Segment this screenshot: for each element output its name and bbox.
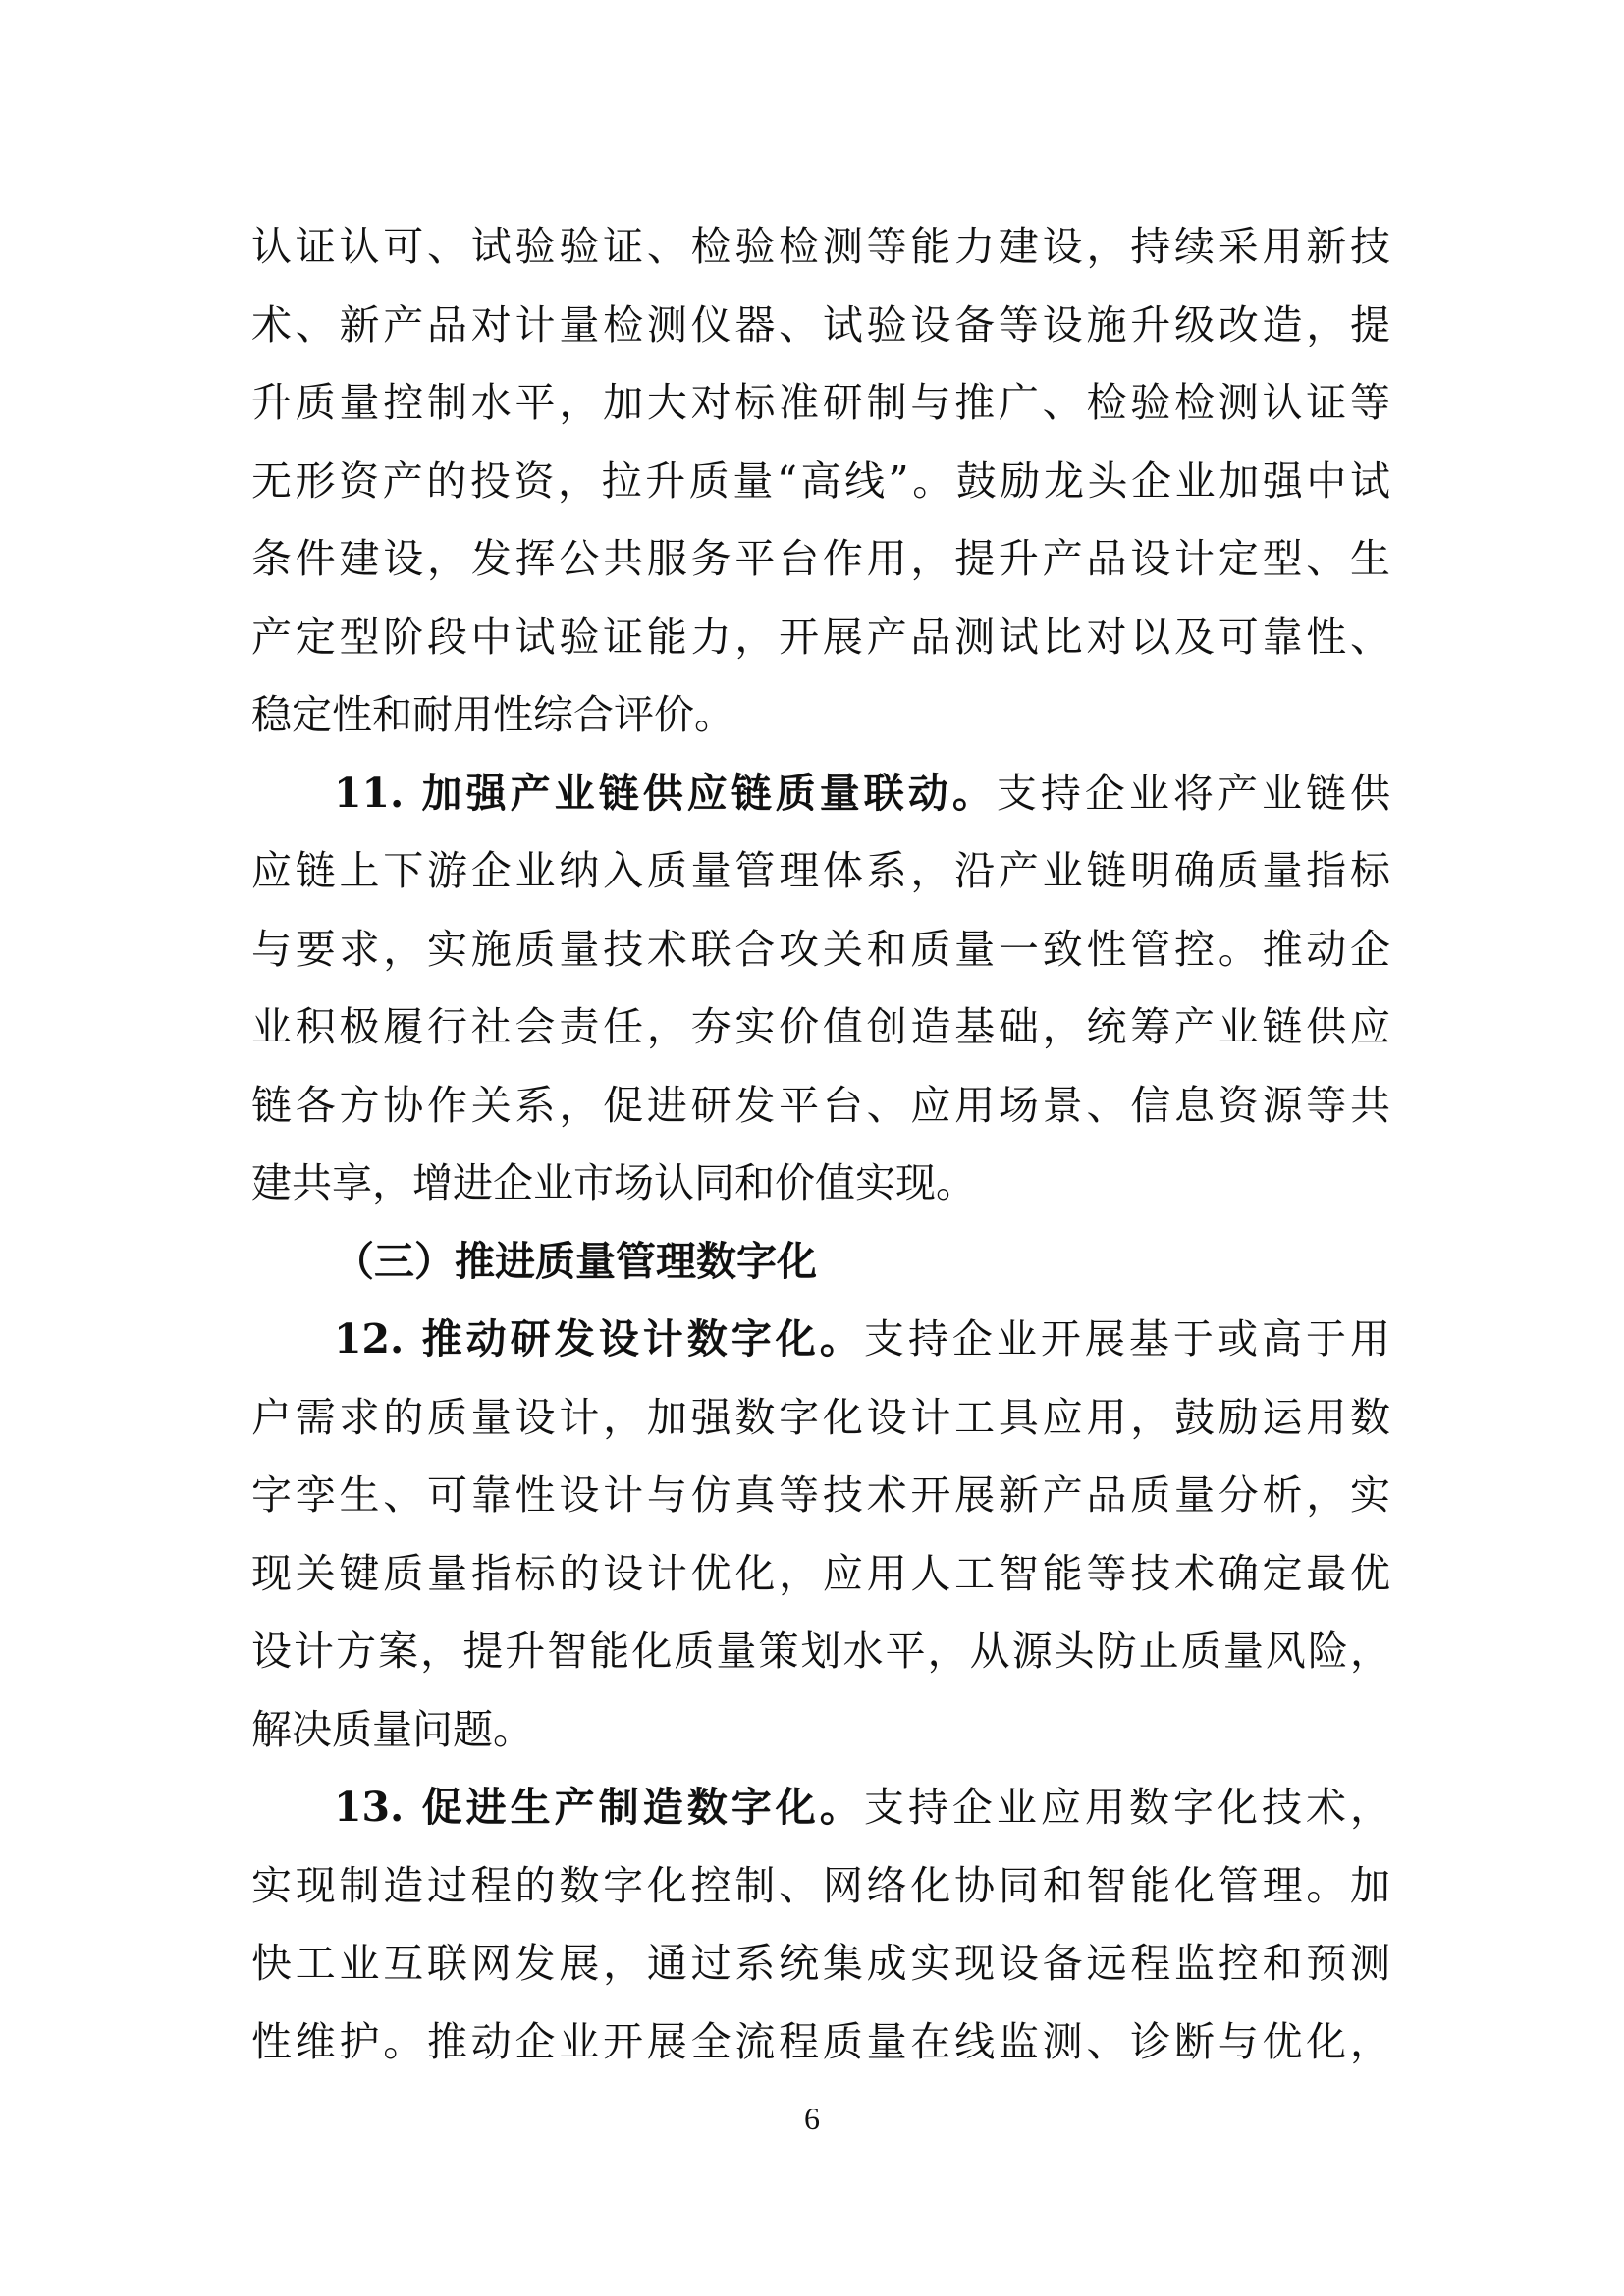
text-line: 设计方案，提升智能化质量策划水平，从源头防止质量风险， [251,1628,1390,1675]
text-line [251,1769,1390,1847]
text-line: 户需求的质量设计，加强数字化设计工具应用，鼓励运用数 [251,1393,1390,1441]
item-13-title: 13. 促进生产制造数字化。 [334,1784,864,1831]
text-line: 业积极履行社会责任，夯实价值创造基础，统筹产业链供应 [251,1003,1390,1050]
item-11-title: 11. 加强产业链供应链质量联动。 [334,769,997,817]
item-11-text: 支持企业将产业链供 [996,769,1391,817]
text-line: 解决质量问题。 [251,1705,533,1753]
text-line: 链各方协作关系，促进研发平台、应用场景、信息资源等共 [251,1081,1390,1129]
text-line [251,1301,1390,1379]
text-line: 条件建设，发挥公共服务平台作用，提升产品设计定型、生 [251,535,1390,582]
text-line: 现关键质量指标的设计优化，应用人工智能等技术确定最优 [251,1549,1390,1597]
item-12-title: 12. 推动研发设计数字化。 [334,1315,864,1362]
text-line [251,755,1390,833]
text-line: 字孪生、可靠性设计与仿真等技术开展新产品质量分析，实 [251,1471,1390,1519]
text-line: 认证认可、试验验证、检验检测等能力建设，持续采用新技 [251,223,1390,270]
text-line: 性维护。推动企业开展全流程质量在线监测、诊断与优化， [251,2017,1390,2065]
item-11-paragraph [251,755,1390,1223]
item-12-text: 支持企业开展基于或高于用 [863,1315,1391,1362]
text-line: 稳定性和耐用性综合评价。 [251,691,734,738]
text-line: 建共享，增进企业市场认同和价值实现。 [251,1159,976,1206]
text-line: 与要求，实施质量技术联合攻关和质量一致性管控。推动企 [251,925,1390,973]
text-line: 升质量控制水平，加大对标准研制与推广、检验检测认证等 [251,379,1390,426]
document-body [251,208,1390,2081]
text-line: 快工业互联网发展，通过系统集成实现设备远程监控和预测 [251,1940,1390,1987]
text-line: 无形资产的投资，拉升质量“高线”。鼓励龙头企业加强中试 [251,456,1390,505]
text-line: 术、新产品对计量检测仪器、试验设备等设施升级改造，提 [251,300,1390,348]
page-number: 6 [804,2101,820,2136]
text-line: 实现制造过程的数字化控制、网络化协同和智能化管理。加 [251,1861,1390,1909]
text-line: 应链上下游企业纳入质量管理体系，沿产业链明确质量指标 [251,847,1390,894]
text-line: 产定型阶段中试验证能力，开展产品测试比对以及可靠性、 [251,613,1390,661]
paragraph-continuation [251,208,1390,755]
section-heading: （三）推进质量管理数字化 [334,1237,817,1285]
item-13-paragraph [251,1769,1390,2081]
item-13-text: 支持企业应用数字化技术， [863,1784,1391,1831]
item-12-paragraph [251,1301,1390,1769]
